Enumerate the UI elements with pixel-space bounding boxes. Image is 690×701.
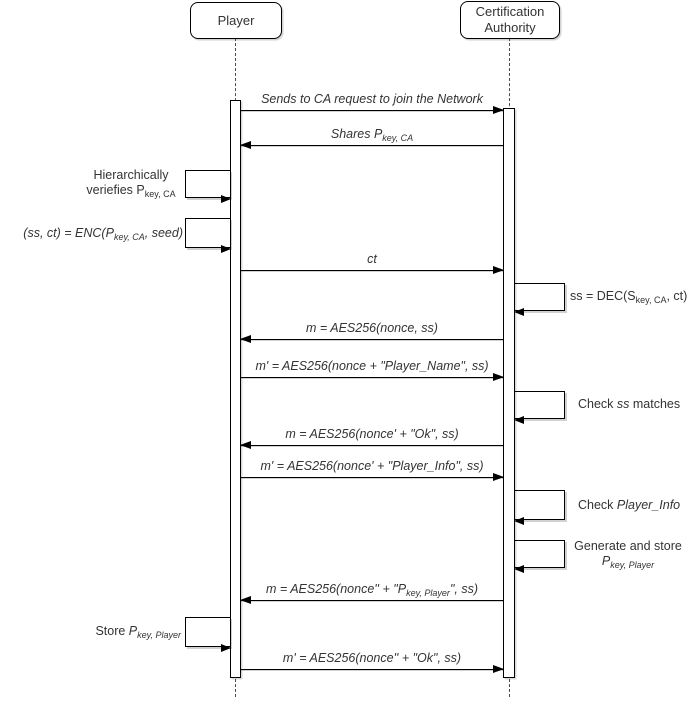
label-segment: , seed) <box>144 226 183 240</box>
label-segment: Sends to CA request to join the Network <box>261 92 483 106</box>
label-line <box>0 226 183 245</box>
message-label <box>241 426 503 443</box>
label-line <box>0 624 181 643</box>
label-segment: Shares P <box>330 127 383 141</box>
self-action-verify-pkey-bracket <box>185 170 230 198</box>
label-segment: m = AES256(nonce' + "Ok", ss) <box>285 427 459 441</box>
label-segment: Hierarchically <box>93 168 169 182</box>
arrow-right-icon <box>241 477 503 478</box>
self-action-generate-store-bracket <box>515 540 565 568</box>
message-player-info <box>241 458 503 475</box>
message-label <box>241 650 503 667</box>
message-label <box>241 126 503 143</box>
label-segment: Player_Info <box>616 498 681 512</box>
label-segment: , ct) <box>666 289 688 303</box>
message-pkey-player <box>241 581 503 598</box>
label-line <box>566 539 690 554</box>
message-label <box>241 458 503 475</box>
actor-certification-authority-label-line1: Certification <box>475 4 545 19</box>
arrow-right-icon <box>241 669 503 670</box>
message-label <box>241 251 503 268</box>
message-player-name <box>241 358 503 375</box>
label-segment: matches <box>629 397 681 411</box>
label-segment: m = AES256(nonce'' + "P <box>266 582 407 596</box>
actor-certification-authority-box <box>460 1 560 39</box>
label-segment: Store <box>95 624 129 638</box>
label-segment: m' = AES256(nonce'' + "Ok", ss) <box>282 651 462 665</box>
label-segment: Generate and store <box>574 539 682 553</box>
label-line <box>578 498 680 513</box>
label-line <box>570 289 687 308</box>
label-segment: key, CA <box>144 188 176 199</box>
message-ok-2 <box>241 650 503 667</box>
label-segment: m = AES256(nonce, ss) <box>306 321 438 335</box>
label-segment: m' = AES256(nonce' + "Player_Info", ss) <box>260 459 484 473</box>
label-segment: m' = AES256(nonce + "Player_Name", ss) <box>255 359 489 373</box>
message-shares-pkey-ca <box>241 126 503 143</box>
arrow-right-icon <box>241 377 503 378</box>
label-segment: Check <box>578 397 617 411</box>
label-segment: key, Player <box>406 587 450 598</box>
label-segment: (ss, ct) = ENC(P <box>23 226 114 240</box>
self-action-enc-bracket <box>185 218 230 248</box>
arrow-right-icon <box>241 110 503 111</box>
label-segment: key, Player <box>610 559 655 570</box>
message-join-request <box>241 91 503 108</box>
label-store-pkey-player <box>0 624 181 643</box>
message-label <box>241 581 503 598</box>
message-m-nonce <box>241 320 503 337</box>
actor-certification-authority-label-line2: Authority <box>484 20 536 35</box>
label-segment: Check <box>578 498 617 512</box>
message-ok-1 <box>241 426 503 443</box>
label-segment: ss <box>616 397 630 411</box>
label-segment: key, CA <box>382 132 414 143</box>
arrow-left-icon <box>241 339 503 340</box>
arrow-left-icon <box>241 145 503 146</box>
self-action-check-ss-bracket <box>515 391 565 419</box>
message-label <box>241 358 503 375</box>
message-label <box>241 320 503 337</box>
arrow-left-icon <box>241 600 503 601</box>
actor-player-label: Player <box>217 12 255 28</box>
label-segment: P <box>128 624 138 638</box>
label-segment: ss = DEC(S <box>570 289 636 303</box>
label-segment: key, CA <box>635 294 667 305</box>
message-label <box>241 91 503 108</box>
label-line <box>578 397 680 412</box>
label-line <box>75 168 187 183</box>
label-hierarchically-verifies <box>75 168 187 202</box>
label-enc-seed <box>0 226 183 245</box>
label-generate-and-store <box>566 539 690 573</box>
label-segment: ", ss) <box>449 582 478 596</box>
label-line <box>566 554 690 573</box>
label-line <box>75 183 187 202</box>
label-segment: veriefies P <box>86 183 145 197</box>
self-action-store-pkey-bracket <box>185 617 230 647</box>
label-segment: P <box>601 554 611 568</box>
arrow-right-icon <box>241 270 503 271</box>
actor-player-box <box>190 2 282 39</box>
self-action-dec-bracket <box>515 283 565 311</box>
activation-bar-player <box>230 100 241 678</box>
activation-bar-certification-authority <box>503 108 515 678</box>
message-ct <box>241 251 503 268</box>
self-action-check-player-info-bracket <box>515 490 565 520</box>
label-segment: ct <box>367 252 377 266</box>
label-segment: key, Player <box>137 629 181 640</box>
label-check-ss-matches <box>578 397 680 412</box>
arrow-left-icon <box>241 445 503 446</box>
label-check-player-info <box>578 498 680 513</box>
label-segment: key, CA <box>113 231 145 242</box>
label-dec-skey <box>570 289 687 308</box>
